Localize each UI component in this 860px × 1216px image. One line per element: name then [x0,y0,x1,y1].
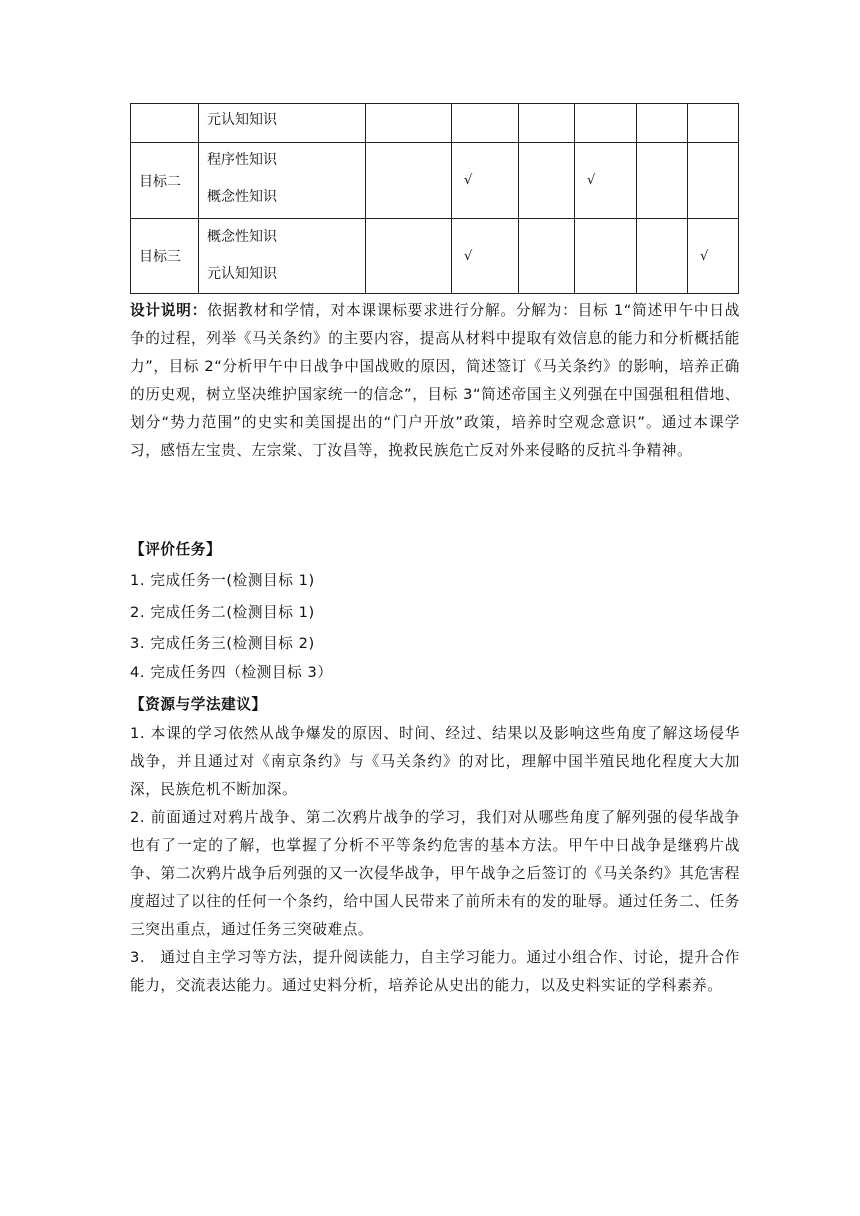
check-mark: √ [587,173,596,188]
check-mark: √ [700,248,709,264]
resources-paragraph-2: 2. 前面通过对鸦片战争、第二次鸦片战争的学习，我们对从哪些角度了解列强的侵华战争也有了一定的了解，也掌握了分析不平等条约危害的基本方法。甲午中日战争是继鸦片战争、第二次鸦片战争后列强的又一次侵华战争，甲午战争之后签订的《马关条约》其危害程度超过了以往的任何一个条约，给中国人民带来了前所未有的发的耻辱。通过任务二、任务三突出重点，通过任务三突破难点。 [130,809,740,938]
knowledge-type: 概念性知识 [207,229,277,245]
check-cell [637,104,688,143]
design-note-paragraph [130,297,740,465]
evaluation-item-2: 2. 完成任务二(检测目标 1) [130,604,315,621]
evaluation-section [130,535,740,687]
check-cell [452,104,519,143]
evaluation-item-1: 1. 完成任务一(检测目标 1) [130,572,315,589]
objectives-table [130,103,739,294]
table-row [131,143,739,219]
row-label-cell [131,104,199,143]
resources-paragraph-1: 1. 本课的学习依然从战争爆发的原因、时间、经过、结果以及影响这些角度了解这场侵华战争，并且通过对《南京条约》与《马关条约》的对比，理解中国半殖民地化程度大大加深，民族危机不断加深。 [130,725,740,798]
check-cell [637,143,688,219]
check-cell [575,104,637,143]
knowledge-type: 程序性知识 [207,152,277,168]
evaluation-item-3: 3. 完成任务三(检测目标 2) [130,635,315,652]
check-cell [452,219,519,294]
knowledge-type-cell [199,143,366,219]
check-mark: √ [464,248,473,264]
check-cell [575,219,637,294]
design-note-block [130,297,740,465]
row-label-cell [131,219,199,294]
check-cell [366,143,452,219]
check-cell [688,143,739,219]
knowledge-type-cell [199,219,366,294]
knowledge-type: 元认知知识 [207,266,277,282]
table-row [131,219,739,294]
check-cell [519,104,575,143]
objectives-table-body [131,104,739,294]
design-note-label: 设计说明： [130,302,208,319]
check-cell [688,104,739,143]
row-label: 目标三 [139,249,181,265]
check-cell [575,143,637,219]
resources-heading: 【资源与学法建议】 [130,696,267,713]
check-mark: √ [464,173,473,188]
design-note-text: 依据教材和学情，对本课课标要求进行分解。分解为：目标 1“简述甲午中日战争的过程，列举《马关条约》的主要内容，提高从材料中提取有效信息的能力和分析概括能力”，目标 2“分析甲午中日战争中国战败的原因，简述签订《马关条约》的影响，培养正确的历史观，树立坚决维护国家统一的信念”，目标 3“简述帝国主义列强在中国强租租借地、划分“势力范围”的史实和美国提出的“门户开放”政策，培养时空观念意识”。通过本课学习，感悟左宝贵、左宗棠、丁汝昌等，挽救民族危亡反对外来侵略的反抗斗争精神。 [130,302,740,459]
check-cell [519,219,575,294]
knowledge-type: 元认知知识 [207,112,277,128]
check-cell [688,219,739,294]
check-cell [452,143,519,219]
resources-section [130,690,740,1000]
check-cell [366,104,452,143]
knowledge-type-cell [199,104,366,143]
evaluation-item-4: 4. 完成任务四（检测目标 3） [130,664,333,681]
resources-paragraph-3: 3. 通过自主学习等方法，提升阅读能力，自主学习能力。通过小组合作、讨论，提升合作能力，交流表达能力。通过史料分析，培养论从史出的能力，以及史料实证的学科素养。 [130,949,740,994]
check-cell [519,143,575,219]
row-label-cell [131,143,199,219]
table-row [131,104,739,143]
check-cell [637,219,688,294]
check-cell [366,219,452,294]
evaluation-heading: 【评价任务】 [130,541,222,558]
knowledge-type: 概念性知识 [207,189,277,205]
row-label: 目标二 [139,173,181,190]
